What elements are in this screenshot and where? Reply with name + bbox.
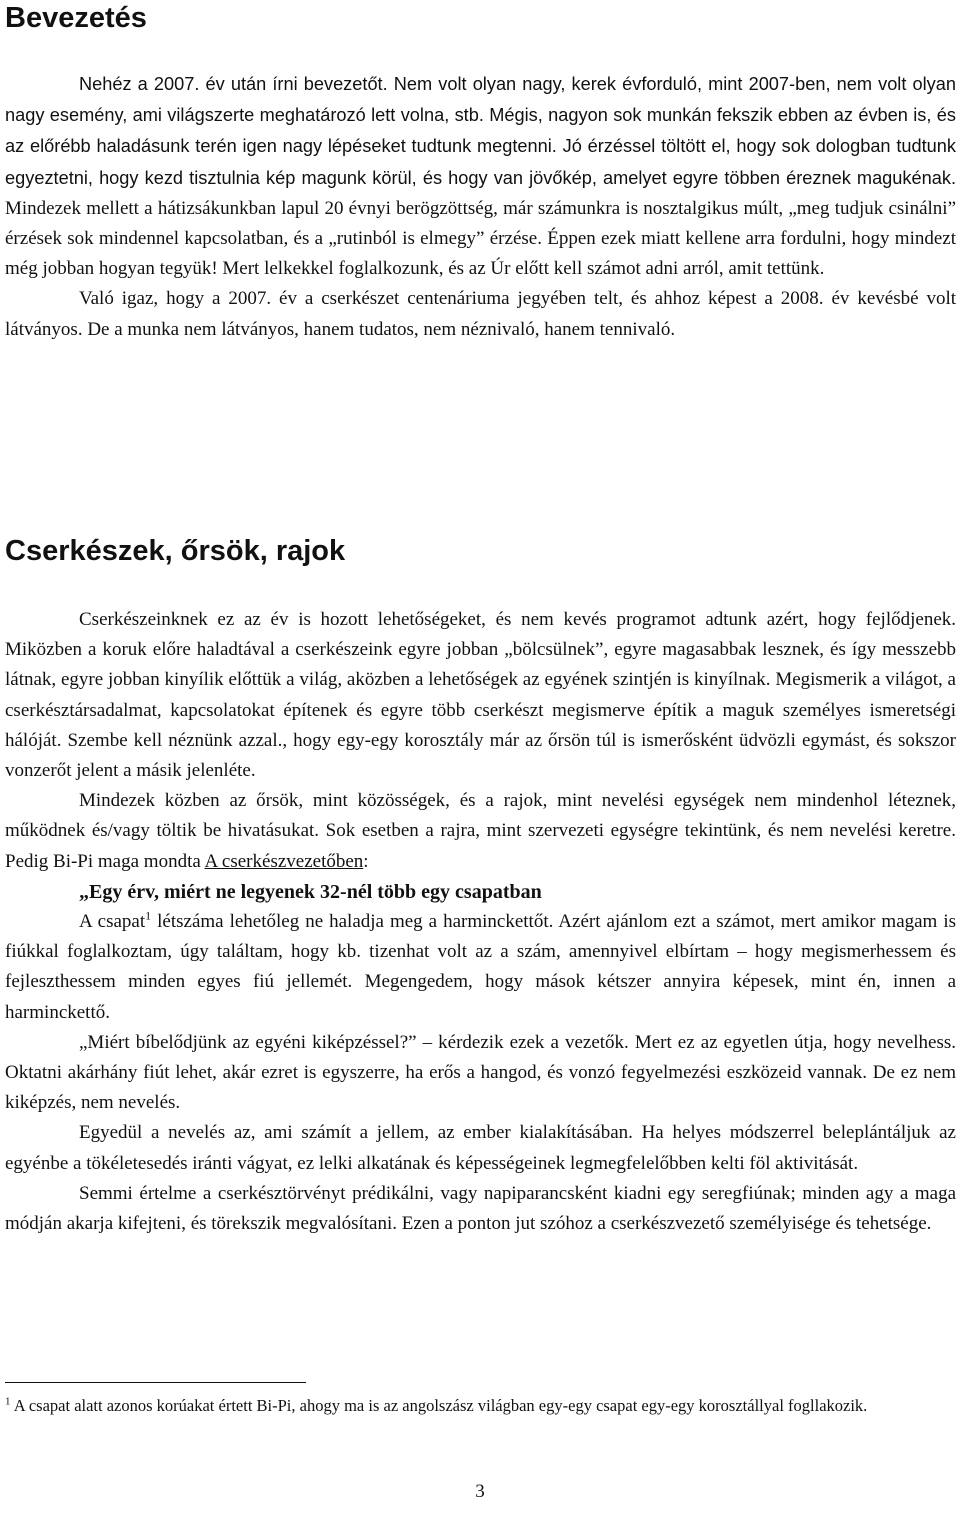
footnote (5, 1392, 945, 1420)
section-heading-scouts: Cserkészek, őrsök, rajok (5, 535, 346, 567)
intro-paragraph-1-sans: Nehéz a 2007. év után írni bevezetőt. Nem volt olyan nagy, kerek évforduló, mint 2007-ben, nem volt olyan nagy esemény, ami világszerte meghatározó lett volna, stb. Mégis, nagyon sok munkán fekszik ebben az évben is, és az előrébb haladásunk terén igen nagy lépéseket tudtunk megtenni. Jó érzéssel töltött el, hogy sok dologban tudtunk egyeztetni, hogy kezd tisztulnia kép magunk körül, és hogy van jövőkép, amelyet egyre többen éreznek magukénak. (5, 74, 956, 188)
scouts-paragraph-2-text: Mindezek közben az őrsök, mint közösségek, és a rajok, mint nevelési egységek nem mindenhol léteznek, működnek és/vagy töltik be hivatásukat. Sok esetben a rajra, mint szervezeti egységre tekintünk, és nem nevelési keretre. Pedig Bi-Pi maga mondta (5, 790, 956, 872)
scouts-paragraph-2 (5, 786, 956, 877)
quote-paragraph-1 (5, 907, 956, 1028)
footnote-text: A csapat alatt azonos korúakat értett Bi-Pi, ahogy ma is az angolszász világban egy-egy csapat egy-egy korosztállyal fogllakozik. (10, 1396, 868, 1415)
page-number: 3 (475, 1481, 485, 1502)
quote-paragraph-3: Egyedül a nevelés az, ami számít a jellem, az ember kialakításában. Ha helyes módszerrel beleplántáljuk az egyénbe a tökéletesedés iránti vágyat, ez lelki alkatának és képességeinek legmegfelelőbben kelti föl aktivitását. (5, 1122, 956, 1174)
quote-heading: „Egy érv, miért ne legyenek 32-nél több egy csapatban (79, 880, 542, 903)
footnote-divider (5, 1382, 306, 1383)
quote-paragraph-1-rest: létszáma lehetőleg ne haladja meg a harminckettőt. Azért ajánlom ezt a számot, mert amikor magam is fiúkkal foglalkoztam, úgy találtam, hogy kb. tizenhat volt az a szám, amennyivel elbírtam – hogy megismerhessem és fejleszthessem minden egyes fiú jellemét. Megengedem, hogy mások kétszer annyira képesek, mint én, innen a harminckettő. (5, 911, 956, 1023)
scouts-body (5, 605, 956, 1239)
intro-paragraph-2: Való igaz, hogy a 2007. év a cserkészet centenáriuma jegyében telt, és ahhoz képest a 2008. év kevésbé volt látványos. De a munka nem látványos, hanem tudatos, nem néznivaló, hanem tennivaló. (5, 288, 956, 340)
footnote-reference[interactable]: 1 (145, 908, 152, 923)
scouts-paragraph-2-end: : (363, 850, 369, 872)
section-heading-intro: Bevezetés (5, 2, 147, 34)
intro-paragraph-1-serif: Mindezek mellett a hátizsákunkban lapul 20 évnyi berögzöttség, már számunkra is nosztalgikus múlt, „meg tudjuk csinálni” érzések sok mindennel kapcsolatban, és a „rutinból is elmegy” érzése. Éppen ezek miatt kellene arra fordulni, hogy mindezt még jobban hogyan tegyük! Mert lelkekkel foglalkozunk, és az Úr előtt kell számot adni arról, amit tettünk. (5, 197, 956, 280)
footnote-number: 1 (5, 1395, 11, 1408)
quote-paragraph-2: „Miért bíbelődjünk az egyéni kiképzéssel?” – kérdezik ezek a vezetők. Mert ez az egyetlen útja, hogy nevelhess. Oktatni akárhány fiút lehet, akár ezret is egyszerre, ha erős a hangod, és vonzó fegyelmezési eszközeid vannak. De ez nem kiképzés, nem nevelés. (5, 1031, 956, 1114)
quote-paragraph-4: Semmi értelme a cserkésztörvényt prédikálni, vagy napiparancsként kiadni egy seregfiúnak; minden agy a maga módján akarja kifejteni, és törekszik megvalósítani. Ezen a ponton jut szóhoz a cserkészvezető személyisége és tehetsége. (5, 1182, 956, 1235)
quote-paragraph-1-start: A csapat (79, 911, 146, 933)
scouts-paragraph-1: Cserkészeinknek ez az év is hozott lehetőségeket, és nem kevés programot adtunk azért, hogy fejlődjenek. Miközben a koruk előre haladtával a cserkészeink egyre jobban „bölcsülnek”, egyre magasabbak lesznek, és így messzebb látnak, egyre jobban kinyílik előttük a világ, aközben a lehetőségek az egyének szintjén is kinyílnak. Megismerik a világot, a cserkésztársadalmat, kapcsolatokat építenek és egyre több cserkészt megismerve építik a maguk személyes ismeretségi hálóját. Szembe kell néznünk azzal., hogy egy-egy korosztály már az őrsön túl is ismerősként üdvözli egymást, és sokszor vonzerőt jelent a másik jelenléte. (5, 609, 956, 782)
intro-paragraph-1 (5, 69, 956, 284)
intro-body (5, 69, 956, 345)
book-title-reference: A cserkészvezetőben (204, 850, 364, 872)
